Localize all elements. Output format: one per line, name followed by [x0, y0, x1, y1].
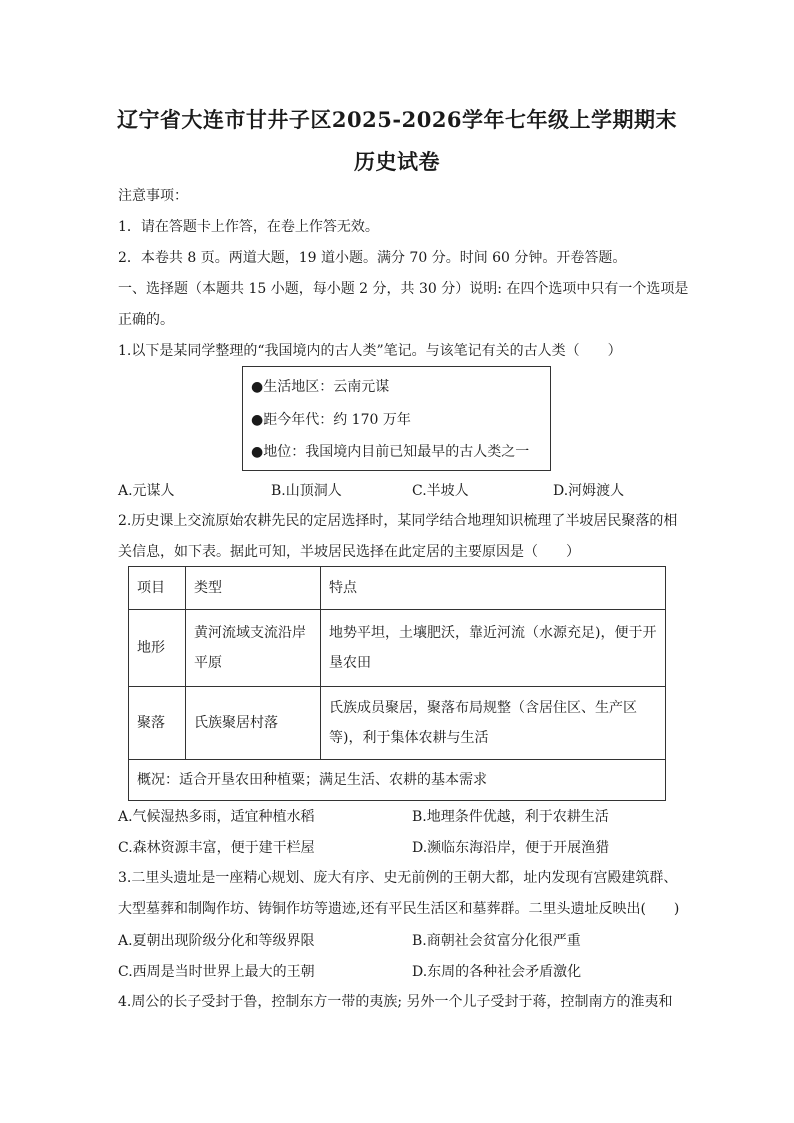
table-header-cell: 类型 [186, 567, 321, 610]
table-cell: 聚落 [129, 687, 186, 760]
question-3-option-b: B.商朝社会贫富分化很严重 [412, 933, 581, 949]
exam-subject: 历史试卷 [354, 149, 440, 174]
question-1-option-a: A.元谋人 [118, 483, 175, 499]
note-box-line: ●生活地区：云南元谋 [251, 379, 390, 395]
table-header-row [129, 567, 666, 610]
question-3-option-a: A.夏朝出现阶级分化和等级界限 [118, 933, 315, 949]
question-3-stem: 3.二里头遗址是一座精心规划、庞大有序、史无前例的王朝大都，址内发现有宫殿建筑群、 [118, 870, 678, 886]
exam-title: 辽宁省大连市甘井子区2025-2026学年七年级上学期期末 [116, 107, 678, 132]
question-3-option-c: C.西周是当时世界上最大的王朝 [118, 964, 315, 980]
question-1-stem: 1.以下是某同学整理的“我国境内的古人类”笔记。与该笔记有关的古人类（ ） [118, 343, 622, 359]
question-2-stem-cont: 关信息，如下表。据此可知，半坡居民选择在此定居的主要原因是（ ） [118, 544, 580, 560]
notes-item-2: 2．本卷共 8 页。两道大题，19 道小题。满分 70 分。时间 60 分钟。开卷答题。 [118, 250, 627, 266]
notes-item-1: 1．请在答题卡上作答，在卷上作答无效。 [118, 219, 379, 235]
question-2-option-d: D.濒临东海沿岸，便于开展渔猎 [412, 840, 610, 856]
question-4-stem: 4.周公的长子受封于鲁，控制东方一带的夷族; 另外一个儿子受封于蒋，控制南方的淮夷和 [118, 994, 673, 1010]
table-header-cell: 项目 [129, 567, 186, 610]
table-header-cell: 特点 [321, 567, 666, 610]
question-2-option-b: B.地理条件优越，利于农耕生活 [412, 809, 609, 825]
question-1-option-d: D.河姆渡人 [553, 483, 625, 499]
table-cell: 黄河流域支流沿岸平原 [186, 610, 321, 687]
note-box-line: ●距今年代：约 170 万年 [251, 412, 411, 428]
table-cell: 地形 [129, 610, 186, 687]
section-1-intro-cont: 正确的。 [118, 312, 174, 328]
question-1-note-box [242, 366, 551, 471]
table-cell: 氏族聚居村落 [186, 687, 321, 760]
table-summary-cell: 概况：适合开垦农田种植粟；满足生活、农耕的基本需求 [129, 760, 666, 801]
note-box-line: ●地位：我国境内目前已知最早的古人类之一 [251, 444, 530, 460]
table-row [129, 610, 666, 687]
question-1-option-b: B.山顶洞人 [271, 483, 342, 499]
table-cell: 氏族成员聚居，聚落布局规整（含居住区、生产区等)，利于集体农耕与生活 [321, 687, 666, 760]
table-summary-row [129, 760, 666, 801]
question-1-option-c: C.半坡人 [412, 483, 469, 499]
table-cell: 地势平坦，土壤肥沃，靠近河流（水源充足)，便于开垦农田 [321, 610, 666, 687]
question-2-stem: 2.历史课上交流原始农耕先民的定居选择时，某同学结合地理知识梳理了半坡居民聚落的相 [118, 513, 678, 529]
question-3-option-d: D.东周的各种社会矛盾激化 [412, 964, 582, 980]
notes-heading: 注意事项： [118, 188, 188, 204]
question-3-stem-cont: 大型墓葬和制陶作坊、铸铜作坊等遗迹,还有平民生活区和墓葬群。二里头遗址反映出( ) [118, 901, 680, 917]
question-2-option-c: C.森林资源丰富，便于建干栏屋 [118, 840, 315, 856]
section-1-intro: 一、选择题（本题共 15 小题，每小题 2 分，共 30 分）说明: 在四个选项中只有一个选项是 [118, 281, 689, 297]
question-2-option-a: A.气候湿热多雨，适宜种植水稻 [118, 809, 315, 825]
table-row [129, 687, 666, 760]
question-2-table [128, 566, 666, 801]
